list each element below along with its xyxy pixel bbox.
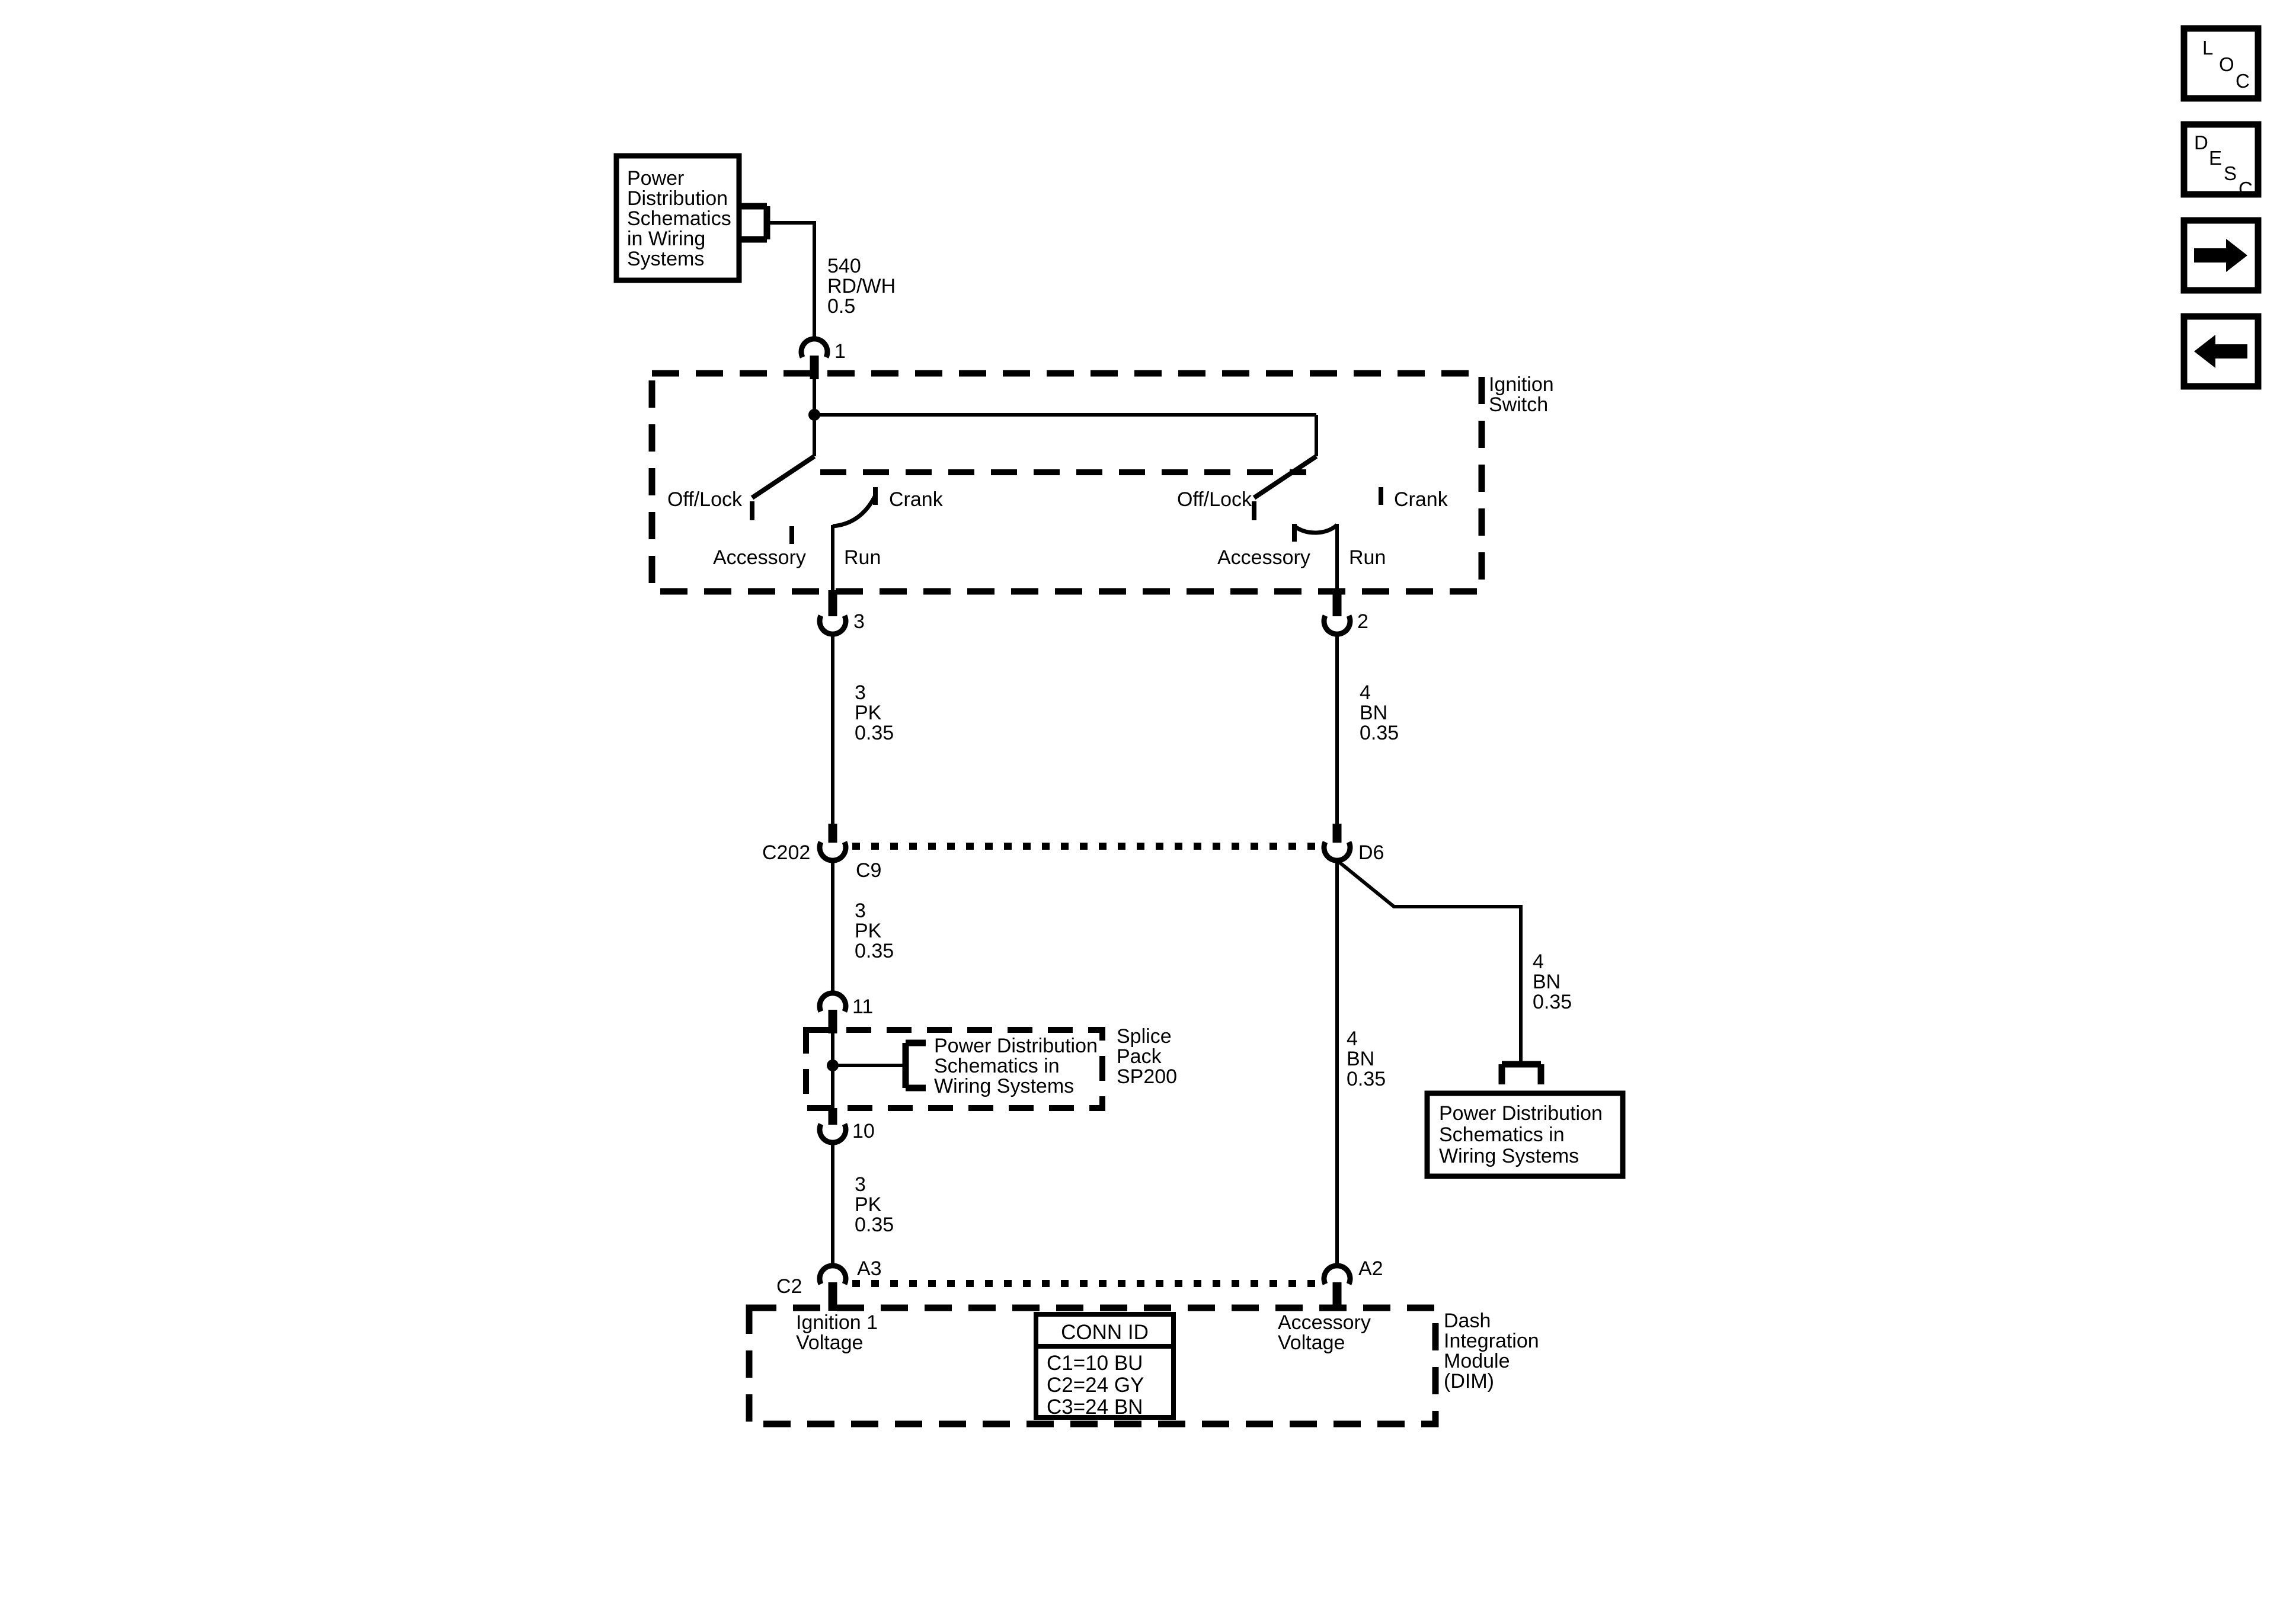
- wire-label-bn-mid: 0.35: [1347, 1068, 1386, 1090]
- position-label-offlock-left: Off/Lock: [667, 488, 742, 511]
- pin-label-a3: A3: [857, 1257, 882, 1280]
- ref-right-line: Schematics in: [1439, 1124, 1565, 1146]
- conn-id-row: C2=24 GY: [1047, 1374, 1144, 1397]
- wire-label-pk-upper: 3: [855, 681, 866, 704]
- conn-id-header: CONN ID: [1061, 1321, 1149, 1344]
- wire-label-pk-lower: PK: [855, 1193, 882, 1216]
- position-label-accessory-right: Accessory: [1217, 546, 1310, 569]
- terminal-cup-10: [820, 1124, 846, 1142]
- ref-right-line: Wiring Systems: [1439, 1145, 1579, 1167]
- dim-title: (DIM): [1444, 1370, 1494, 1393]
- dim-pin-function-ignition: Ignition 1: [796, 1311, 878, 1334]
- wire-bn-branch: [1337, 860, 1521, 1063]
- wire-label-bn-mid: 4: [1347, 1028, 1358, 1050]
- connector-cup-a2: [1324, 1266, 1350, 1284]
- connector-cup-c2: [820, 1266, 846, 1284]
- pin-label-c9: C9: [856, 859, 882, 882]
- ref-splice-line: Power Distribution: [934, 1035, 1098, 1057]
- wire-label-pk-mid: 3: [855, 900, 866, 922]
- desc-letter: E: [2209, 147, 2223, 169]
- terminal-cup-2: [1324, 616, 1350, 634]
- splice-pack-label: SP200: [1117, 1065, 1178, 1088]
- dim-title: Dash: [1444, 1310, 1491, 1332]
- conn-id-row: C1=10 BU: [1047, 1352, 1143, 1375]
- connector-label-c202: C202: [762, 841, 811, 864]
- off-page-bracket-splice: [906, 1043, 926, 1088]
- ref-splice-line: Schematics in: [934, 1055, 1060, 1077]
- wire-label-540: 0.5: [827, 295, 856, 318]
- desc-letter: C: [2239, 178, 2253, 200]
- back-button[interactable]: [2184, 316, 2258, 386]
- ref-right-line: Power Distribution: [1439, 1102, 1603, 1125]
- dim-title: Integration: [1444, 1330, 1539, 1352]
- loc-letter: C: [2236, 70, 2250, 92]
- wire-label-bn-branch: 4: [1533, 950, 1544, 973]
- dim-pin-function-accessory: Voltage: [1278, 1331, 1345, 1354]
- wire-label-pk-mid: PK: [855, 920, 882, 942]
- splice-pack-label: Pack: [1117, 1045, 1162, 1068]
- dim-pin-function-accessory: Accessory: [1278, 1311, 1371, 1334]
- pin-label-d6: D6: [1358, 841, 1384, 864]
- ignition-switch-title: Switch: [1489, 393, 1549, 416]
- wire-label-bn-mid: BN: [1347, 1048, 1375, 1070]
- terminal-cup-3: [820, 616, 846, 634]
- off-page-bracket-right: [1502, 1064, 1541, 1084]
- off-page-bracket-top: [739, 206, 767, 239]
- pin-label-2: 2: [1357, 610, 1368, 633]
- dim-pin-function-ignition: Voltage: [796, 1331, 864, 1354]
- ref-top-line: Systems: [627, 248, 705, 270]
- next-button[interactable]: [2184, 220, 2258, 290]
- pin-label-11: 11: [852, 996, 874, 1018]
- wire-label-pk-mid: 0.35: [855, 940, 894, 962]
- contact-arc-accessory-right: [1294, 525, 1337, 533]
- arrow-right-icon: [2194, 239, 2247, 272]
- wire-label-540: 540: [827, 255, 861, 277]
- position-label-crank-right: Crank: [1394, 488, 1448, 511]
- desc-letter: D: [2194, 132, 2208, 153]
- pin-label-3: 3: [853, 610, 865, 633]
- pin-label-a2: A2: [1358, 1257, 1383, 1280]
- ref-top-line: Power: [627, 167, 685, 190]
- dim-title: Module: [1444, 1350, 1510, 1372]
- loc-letter: L: [2202, 37, 2214, 59]
- loc-letter: O: [2219, 53, 2234, 75]
- switch-blade-left: [752, 456, 814, 498]
- switch-blade-right: [1254, 456, 1316, 498]
- connector-label-c2: C2: [776, 1275, 802, 1298]
- ref-top-line: Distribution: [627, 187, 728, 210]
- ref-top-line: Schematics: [627, 207, 731, 230]
- position-label-run-right: Run: [1349, 546, 1386, 569]
- terminal-cup-1: [801, 339, 827, 357]
- desc-button[interactable]: [2184, 124, 2258, 200]
- wire-label-pk-upper: 0.35: [855, 722, 894, 744]
- contact-arc-crank-left: [833, 497, 875, 526]
- splice-pack-label: Splice: [1117, 1025, 1172, 1048]
- pin-label-1: 1: [834, 340, 846, 363]
- wire-label-bn-branch: BN: [1533, 971, 1561, 993]
- connector-cup-c202-left: [820, 842, 846, 860]
- wire-label-pk-lower: 0.35: [855, 1214, 894, 1236]
- conn-id-row: C3=24 BN: [1047, 1395, 1143, 1419]
- ref-splice-line: Wiring Systems: [934, 1075, 1075, 1097]
- position-label-run-left: Run: [844, 546, 881, 569]
- position-label-offlock-right: Off/Lock: [1177, 488, 1252, 511]
- ignition-switch-title: Ignition: [1489, 373, 1554, 396]
- wire-label-bn-branch: 0.35: [1533, 991, 1572, 1013]
- wire-label-pk-lower: 3: [855, 1173, 866, 1196]
- position-label-crank-left: Crank: [889, 488, 943, 511]
- arrow-left-icon: [2194, 335, 2247, 368]
- connector-cup-c202-right: [1324, 842, 1350, 860]
- terminal-cup-11: [820, 993, 846, 1012]
- ref-top-line: in Wiring: [627, 228, 706, 250]
- desc-letter: S: [2224, 162, 2237, 184]
- loc-button[interactable]: [2184, 28, 2258, 98]
- wire-label-bn-upper: BN: [1360, 702, 1388, 724]
- wire-label-pk-upper: PK: [855, 702, 882, 724]
- wire-label-bn-upper: 4: [1360, 681, 1371, 704]
- pin-label-10: 10: [852, 1120, 875, 1142]
- wire-battery-feed: [767, 223, 814, 340]
- wire-label-bn-upper: 0.35: [1360, 722, 1399, 744]
- wire-label-540: RD/WH: [827, 275, 896, 297]
- position-label-accessory-left: Accessory: [713, 546, 806, 569]
